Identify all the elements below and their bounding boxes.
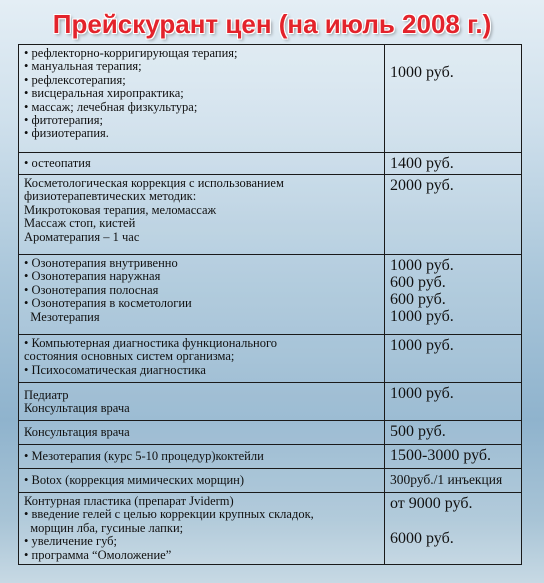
table-row (19, 383, 522, 421)
price-line (390, 521, 516, 530)
service-line: • Озонотерапия в косметологии (24, 296, 192, 311)
price-line (390, 47, 516, 64)
price-cell (385, 175, 522, 255)
price-cell (385, 383, 522, 421)
service-cell (19, 493, 385, 565)
service-line: Консультация врача (24, 424, 130, 439)
table-row (19, 469, 522, 493)
service-line: • Озонотерапия наружная (24, 269, 161, 284)
service-cell (19, 175, 385, 255)
service-line: • массаж; лечебная физкультура; (24, 99, 198, 114)
service-cell (19, 45, 385, 153)
price-line: 600 руб. (390, 274, 446, 291)
price-cell (385, 335, 522, 383)
service-cell (19, 335, 385, 383)
service-line: Мезотерапия (24, 309, 100, 324)
table-row (19, 153, 522, 175)
price-line: 300руб./1 инъекция (390, 472, 503, 487)
price-line: 1000 руб. (390, 257, 454, 274)
service-line: Контурная пластика (препарат Jviderm) (24, 494, 234, 508)
table-row (19, 255, 522, 335)
price-line: 6000 руб. (390, 530, 454, 547)
service-line: • физиотерапия. (24, 126, 109, 141)
table-row (19, 335, 522, 383)
price-line: 1400 руб. (390, 155, 454, 172)
service-line: • введение гелей с целью коррекции крупных складок, (24, 507, 314, 522)
price-list-title: Прейскурант цен (на июль 2008 г.) (52, 9, 492, 39)
service-line: Педиатр (24, 388, 69, 402)
service-line: • Botox (коррекция мимических морщин) (24, 472, 245, 487)
price-line: 2000 руб. (390, 177, 454, 194)
price-line: от 9000 руб. (390, 495, 473, 512)
service-line: • мануальная терапия; (24, 59, 142, 74)
service-line: • Озонотерапия полосная (24, 282, 159, 297)
price-cell (385, 469, 522, 493)
table-row (19, 45, 522, 153)
price-cell (385, 45, 522, 153)
service-cell (19, 445, 385, 469)
service-line: • Мезотерапия (курс 5-10 процедур)коктейли (24, 448, 264, 463)
service-cell (19, 469, 385, 493)
price-line: 1000 руб. (390, 337, 454, 354)
price-line: 1000 руб. (390, 308, 454, 325)
service-line: Косметологическая коррекция с использованием (24, 176, 284, 190)
price-line: 1000 руб. (390, 385, 454, 402)
service-cell (19, 153, 385, 175)
service-line: • фитотерапия; (24, 113, 103, 128)
service-line: • Компьютерная диагностика функционального (24, 336, 278, 350)
table-row (19, 421, 522, 445)
price-line: 500 руб. (390, 423, 446, 440)
service-line: • висцеральная хиропрактика; (24, 86, 184, 101)
service-line: • рефлекторно-корригирующая терапия; (24, 46, 238, 60)
price-line: 1500-3000 руб. (390, 447, 492, 464)
service-line: • Озонотерапия внутривенно (24, 256, 178, 270)
service-cell (19, 421, 385, 445)
service-line: морщин лба, гусиные лапки; (24, 520, 184, 535)
service-line: состояния основных систем организма; (24, 349, 235, 364)
price-cell (385, 255, 522, 335)
table-row (19, 175, 522, 255)
price-table (18, 44, 522, 565)
price-cell (385, 493, 522, 565)
service-line: • остеопатия (24, 155, 91, 170)
service-line: Микротоковая терапия, меломассаж (24, 202, 217, 217)
service-line: Ароматерапия – 1 час (24, 229, 140, 244)
price-cell (385, 153, 522, 175)
service-line: Консультация врача (24, 401, 130, 416)
price-cell (385, 421, 522, 445)
price-line (390, 512, 516, 521)
price-line: 600 руб. (390, 291, 446, 308)
price-cell (385, 445, 522, 469)
table-row (19, 493, 522, 565)
price-line: 1000 руб. (390, 64, 454, 81)
service-line: физиотерапевтических методик: (24, 189, 197, 204)
service-line: • увеличение губ; (24, 534, 117, 549)
service-cell (19, 383, 385, 421)
table-row (19, 445, 522, 469)
service-line: • программа “Омоложение” (24, 547, 172, 562)
service-line: Массаж стоп, кистей (24, 216, 136, 231)
service-line: • Психосоматическая диагностика (24, 362, 206, 377)
service-cell (19, 255, 385, 335)
service-line: • рефлексотерапия; (24, 72, 126, 87)
